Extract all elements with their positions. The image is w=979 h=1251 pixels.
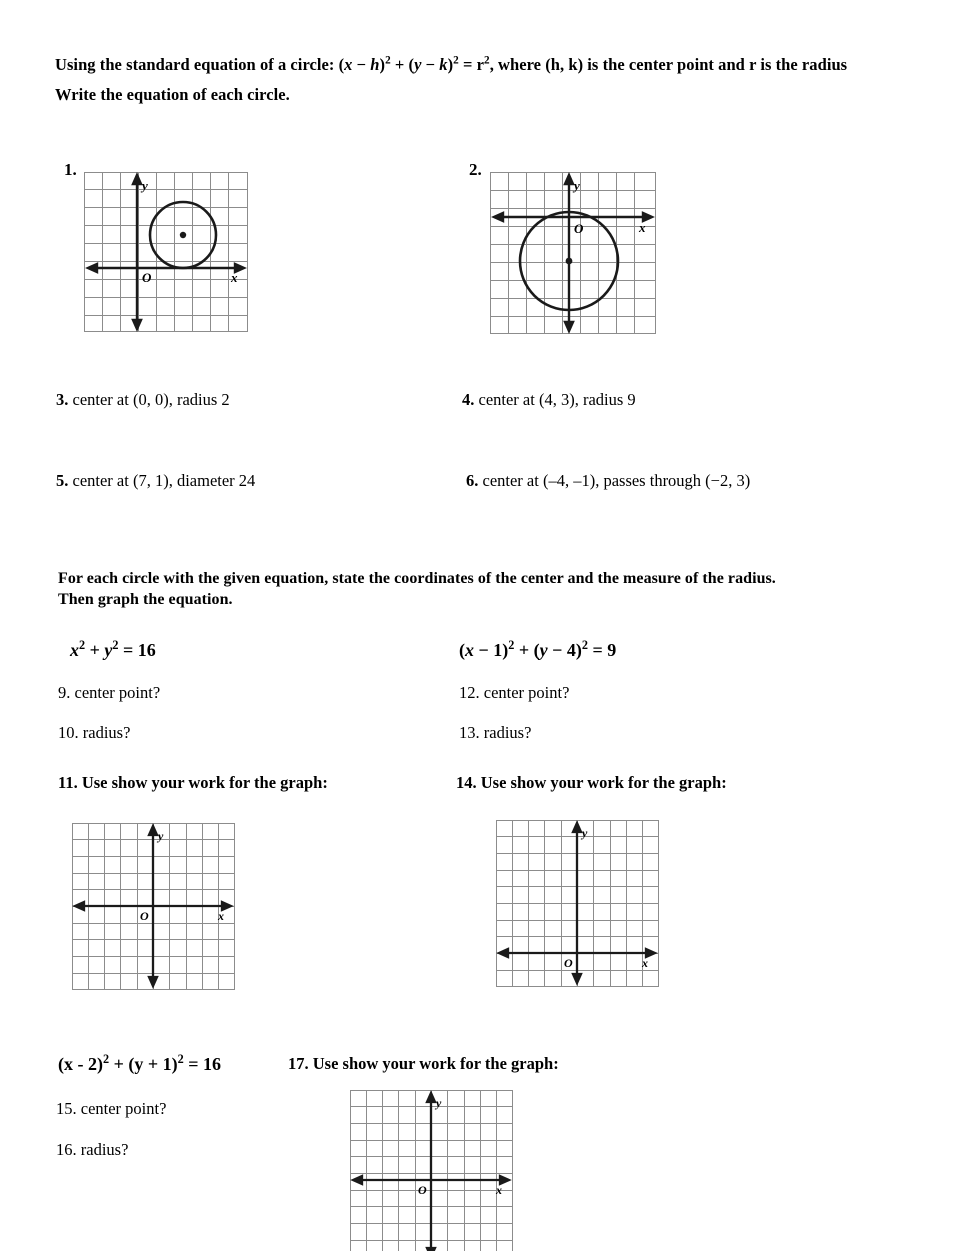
question-16: 16. radius?	[56, 1140, 129, 1159]
problem-5-number: 5.	[56, 471, 69, 490]
question-13: 13. radius?	[459, 723, 532, 742]
problem-3-text: center at (0, 0), radius 2	[72, 390, 230, 409]
problem-4-number: 4.	[462, 390, 475, 409]
graph-problem-1	[84, 172, 248, 332]
x-axis-label: x	[231, 270, 238, 285]
x-axis-label: x	[642, 956, 648, 970]
problem-5-text: center at (7, 1), diameter 24	[72, 471, 256, 490]
problem-3-number: 3.	[56, 390, 69, 409]
equation-2: $(x - 1)^2 + (y - 4)^2 = 9$	[459, 638, 617, 660]
question-17: 17. Use show your work for the graph:	[288, 1054, 559, 1073]
problem-4-text: center at (4, 3), radius 9	[478, 390, 636, 409]
question-10: 10. radius?	[58, 723, 131, 742]
origin-label: O	[574, 221, 584, 236]
origin-label: O	[418, 1183, 427, 1197]
problem-6-text: center at (–4, –1), passes through (−2, 3)	[482, 471, 751, 490]
grid-border	[85, 173, 248, 332]
problem-3	[56, 389, 230, 411]
question-9: 9. center point?	[58, 683, 161, 702]
origin-label: O	[142, 270, 152, 285]
y-axis-label: y	[574, 178, 580, 193]
graph-17-svg	[350, 1090, 513, 1251]
x-axis-label: x	[496, 1183, 502, 1197]
graph-problem-11	[72, 823, 235, 990]
circle-center-dot	[180, 232, 186, 238]
graph-11-svg	[72, 823, 235, 990]
y-axis-label: y	[436, 1096, 442, 1110]
question-11: 11. Use show your work for the graph:	[58, 773, 328, 792]
question-15: 15. center point?	[56, 1099, 167, 1118]
mid-instruction-line1: For each circle with the given equation, state the coordinates of the center and the measure of the radius.	[58, 570, 776, 587]
graph-problem-2	[490, 172, 656, 334]
equation-1: $x^2 + y^2 = 16$	[70, 638, 156, 660]
problem-6-number: 6.	[466, 471, 479, 490]
graph-problem-17	[350, 1090, 513, 1251]
question-12: 12. center point?	[459, 683, 570, 702]
origin-label: O	[564, 956, 573, 970]
graph-14-svg	[496, 820, 659, 987]
problem-6	[466, 470, 750, 492]
problem-1-number: 1.	[64, 160, 77, 179]
question-14: 14. Use show your work for the graph:	[456, 773, 727, 792]
circle-center-dot	[566, 258, 573, 265]
top-instruction-line2: Write the equation of each circle.	[55, 85, 290, 104]
y-axis-label: y	[158, 829, 164, 843]
problem-5	[56, 470, 255, 492]
problem-2-number: 2.	[469, 160, 482, 179]
top-instruction-suffix: , where (h, k) is the center point and r is the radius	[489, 55, 848, 74]
equation-3: $(x - 2)^2 + (y + 1)^2 = 16$	[58, 1052, 222, 1074]
top-instruction-prefix: Using the standard equation of a circle:	[55, 55, 339, 74]
graph-problem-14	[496, 820, 659, 987]
origin-label: O	[140, 909, 149, 923]
mid-instruction	[58, 568, 918, 610]
y-axis-label: y	[582, 826, 588, 840]
y-axis-label: y	[142, 178, 148, 193]
standard-equation: $(x - h)^2 + (y - k)^2 = r^2$	[338, 54, 490, 74]
top-instruction	[55, 50, 955, 110]
problem-4	[462, 389, 636, 411]
graph-2-svg	[490, 172, 656, 334]
graph-1-svg	[84, 172, 248, 332]
mid-instruction-line2: Then graph the equation.	[58, 591, 233, 608]
x-axis-label: x	[218, 909, 224, 923]
x-axis-label: x	[639, 220, 646, 235]
